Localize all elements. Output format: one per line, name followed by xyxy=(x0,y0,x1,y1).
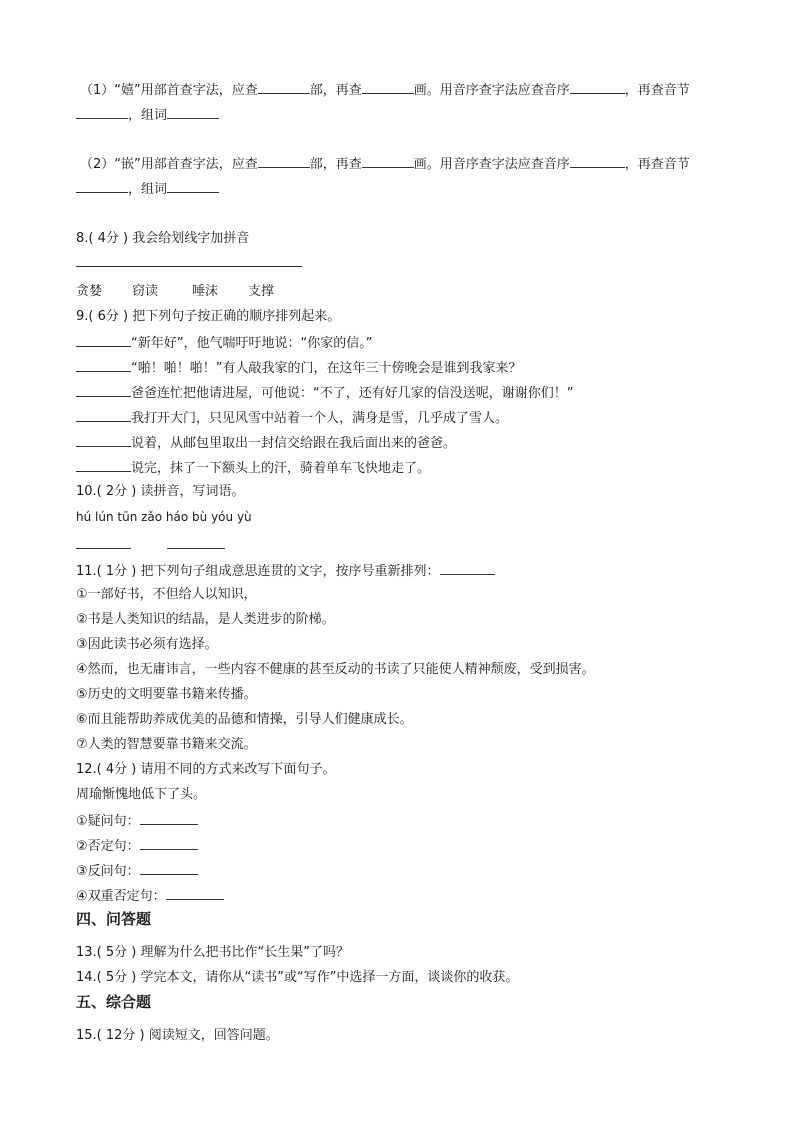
q9-line xyxy=(76,433,456,453)
answer-blank[interactable] xyxy=(570,154,625,168)
answer-blank[interactable] xyxy=(167,179,219,193)
q15-text: 15.( 12分 ) 阅读短文，回答问题。 xyxy=(76,1028,279,1043)
q11-item: ⑦人类的智慧要靠书籍来交流。 xyxy=(76,737,257,752)
q11-item: ③因此读书必须有选择。 xyxy=(76,637,218,652)
answer-blank[interactable] xyxy=(76,105,128,119)
q12-item-label: ③反问句： xyxy=(76,864,140,879)
q13-text: 13.( 5分 ) 理解为什么把书比作“长生果”了吗？ xyxy=(76,945,349,960)
q6-part2-text-b: 部，再查 xyxy=(309,157,362,172)
answer-blank[interactable] xyxy=(258,80,310,94)
section-heading: 五、综合题 xyxy=(76,993,152,1011)
q6-part1-text-e: ，组词 xyxy=(128,108,168,123)
q14-text: 14.( 5分 ) 学完本文，请你从“读书”或“写作”中选择一方面，谈谈你的收获。 xyxy=(76,970,519,985)
q12-item-label: ①疑问句： xyxy=(76,814,140,829)
word-blank[interactable] xyxy=(167,535,225,549)
q9-sentence: 说完，抹了一下额头上的汗，骑着单车飞快地走了。 xyxy=(131,461,431,476)
pinyin-blank[interactable] xyxy=(131,253,186,267)
order-blank[interactable] xyxy=(76,433,131,447)
answer-blank[interactable] xyxy=(362,80,414,94)
q11-item: ⑤历史的文明要靠书籍来传播。 xyxy=(76,687,257,702)
q12-item xyxy=(76,836,198,856)
q9-line xyxy=(76,333,372,353)
answer-blank[interactable] xyxy=(140,861,198,875)
q9-sentence: “新年好”，他气喘吁吁地说：“你家的信。” xyxy=(131,336,373,351)
order-blank[interactable] xyxy=(76,458,131,472)
q12-item-label: ④双重否定句： xyxy=(76,889,166,904)
q10-title: 10.( 2分 ) 读拼音，写词语。 xyxy=(76,484,245,499)
answer-blank[interactable] xyxy=(362,154,414,168)
q6-part1-line2 xyxy=(76,105,219,125)
q12-sentence: 周瑜惭愧地低下了头。 xyxy=(76,787,207,802)
q9-line xyxy=(76,408,508,428)
pinyin-blank[interactable] xyxy=(76,253,131,267)
q6-part2-text-c: 画。用音序查字法应查音序 xyxy=(413,157,570,172)
pinyin-blank[interactable] xyxy=(244,253,302,267)
q9-line xyxy=(76,383,573,403)
q9-sentence: 我打开大门，只见风雪中站着一个人，满身是雪，几乎成了雪人。 xyxy=(131,411,509,426)
answer-blank[interactable] xyxy=(258,154,310,168)
q12-title: 12.( 4分 ) 请用不同的方式来改写下面句子。 xyxy=(76,762,336,777)
q8-title: 8.( 4分 ) 我会给划线字加拼音 xyxy=(76,231,250,246)
q8-blank-row xyxy=(76,253,302,273)
q6-part1-text-a: （1）“嬉”用部首查字法，应查 xyxy=(80,83,258,98)
q11-item: ⑥而且能帮助养成优美的品德和情操，引导人们健康成长。 xyxy=(76,712,413,727)
q11-item: ①一部好书，不但给人以知识， xyxy=(76,587,257,602)
q12-item-label: ②否定句： xyxy=(76,839,140,854)
pinyin-blank[interactable] xyxy=(186,253,244,267)
order-blank[interactable] xyxy=(76,358,131,372)
answer-blank[interactable] xyxy=(167,105,219,119)
answer-blank[interactable] xyxy=(570,80,625,94)
order-blank[interactable] xyxy=(76,383,131,397)
word-blank[interactable] xyxy=(76,535,131,549)
q11-item: ④然而，也无庸讳言，一些内容不健康的甚至反动的书读了只能使人精神颓废，受到损害。 xyxy=(76,662,595,677)
q11-item: ②书是人类知识的结晶，是人类进步的阶梯。 xyxy=(76,612,335,627)
q9-line xyxy=(76,458,430,478)
q6-part2-line2 xyxy=(76,179,219,199)
q11-title-text: 11.( 1分 ) 把下列句子组成意思连贯的文字，按序号重新排列： xyxy=(76,564,440,579)
answer-blank[interactable] xyxy=(166,886,224,900)
q10-pinyin: hú lún tūn zǎo háo bù yóu yù xyxy=(76,510,252,524)
q6-part2-line1 xyxy=(80,154,690,174)
q6-part1-line1 xyxy=(80,80,690,100)
q6-part1-text-d: ，再查音节 xyxy=(624,83,690,98)
order-blank[interactable] xyxy=(76,333,131,347)
answer-blank[interactable] xyxy=(76,179,128,193)
q6-part2-text-d: ，再查音节 xyxy=(624,157,690,172)
q9-sentence: “啪！啪！啪！”有人敲我家的门，在这年三十傍晚会是谁到我家来？ xyxy=(131,361,522,376)
q9-line xyxy=(76,358,521,378)
q12-item xyxy=(76,811,198,831)
answer-blank[interactable] xyxy=(140,836,198,850)
q8-word: 唾沫 xyxy=(192,284,219,299)
q12-item xyxy=(76,886,224,906)
q9-title: 9.( 6分 ) 把下列句子按正确的顺序排列起来。 xyxy=(76,309,341,324)
q11-title xyxy=(76,561,495,581)
answer-blank[interactable] xyxy=(140,811,198,825)
section-heading: 四、问答题 xyxy=(76,910,152,928)
order-blank[interactable] xyxy=(76,408,131,422)
q9-sentence: 爸爸连忙把他请进屋，可他说：“不了，还有好几家的信没送呢，谢谢你们！” xyxy=(131,386,574,401)
answer-blank[interactable] xyxy=(440,561,495,575)
q6-part1-text-b: 部，再查 xyxy=(309,83,362,98)
q8-word: 窃读 xyxy=(132,284,159,299)
q9-sentence: 说着，从邮包里取出一封信交给跟在我后面出来的爸爸。 xyxy=(131,436,457,451)
q6-part1-text-c: 画。用音序查字法应查音序 xyxy=(413,83,570,98)
q10-blank-row xyxy=(76,535,225,555)
q12-item xyxy=(76,861,198,881)
q8-word: 支撑 xyxy=(248,284,275,299)
q6-part2-text-a: （2）“嵌”用部首查字法，应查 xyxy=(80,157,258,172)
q6-part2-text-e: ，组词 xyxy=(128,182,168,197)
q8-word: 贪婪 xyxy=(76,284,103,299)
